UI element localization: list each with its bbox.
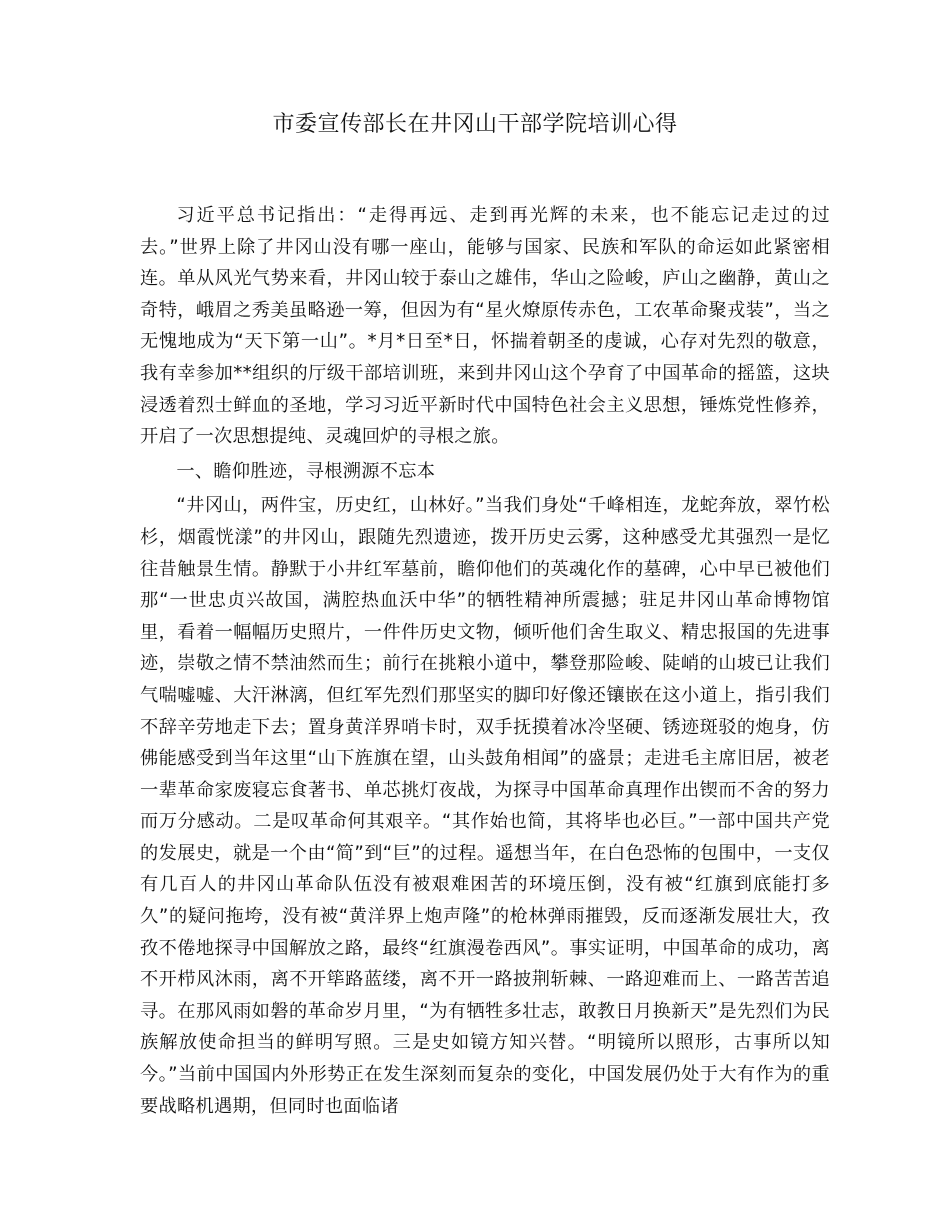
intro-paragraph: 习近平总书记指出：“走得再远、走到再光辉的未来，也不能忘记走过的过去。”世界上除了井冈山没有哪一座山，能够与国家、民族和军队的命运如此紧密相连。单从风光气势来看，井冈山较于泰山之雄伟，华山之险峻，庐山之幽静，黄山之奇特，峨眉之秀美虽略逊一筹，但因为有“星火燎原传赤色，工农革命聚戎装”，当之无愧地成为“天下第一山”。*月*日至*日，怀揣着朝圣的虔诚，心存对先烈的敬意，我有幸参加**组织的厅级干部培训班，来到井冈山这个孕育了中国革命的摇篮，这块浸透着烈士鲜血的圣地，学习习近平新时代中国特色社会主义思想，锤炼党性修养，开启了一次思想提纯、灵魂回炉的寻根之旅。 — [140, 205, 830, 448]
section-heading: 一、瞻仰胜迹，寻根溯源不忘本 — [176, 460, 436, 482]
document-body — [140, 200, 830, 1125]
section-paragraph: “井冈山，两件宝，历史红，山林好。”当我们身处“千峰相连，龙蛇奔放，翠竹松杉，烟霞恍漾”的井冈山，跟随先烈遗迹，拨开历史云雾，这种感受尤其强烈一是忆往昔触景生情。静默于小井红军墓前，瞻仰他们的英魂化作的墓碑，心中早已被他们那“一世忠贞兴故国，满腔热血沃中华”的牺牲精神所震撼；驻足井冈山革命博物馆里，看着一幅幅历史照片，一件件历史文物，倾听他们舍生取义、精忠报国的先进事迹，崇敬之情不禁油然而生；前行在挑粮小道中，攀登那险峻、陡峭的山坡已让我们气喘嘘嘘、大汗淋漓，但红军先烈们那坚实的脚印好像还镶嵌在这小道上，指引我们不辞辛劳地走下去；置身黄洋界哨卡时，双手抚摸着冰冷坚硬、锈迹斑驳的炮身，仿佛能感受到当年这里“山下旌旗在望，山头鼓角相闻”的盛景；走进毛主席旧居，被老一辈革命家废寝忘食著书、单芯挑灯夜战，为探寻中国革命真理作出锲而不舍的努力而万分感动。二是叹革命何其艰辛。“其作始也简，其将毕也必巨。”一部中国共产党的发展史，就是一个由“简”到“巨”的过程。遥想当年，在白色恐怖的包围中，一支仅有几百人的井冈山革命队伍没有被艰难困苦的环境压倒，没有被“红旗到底能打多久”的疑问拖垮，没有被“黄洋界上炮声隆”的枪林弹雨摧毁，反而逐渐发展壮大，孜孜不倦地探寻中国解放之路，最终“红旗漫卷西风”。事实证明，中国革命的成功，离不开栉风沐雨，离不开筚路蓝缕，离不开一路披荆斩棘、一路迎难而上、一路苦苦追寻。在那风雨如磐的革命岁月里，“为有牺牲多壮志，敢教日月换新天”是先烈们为民族解放使命担当的鲜明写照。三是史如镜方知兴替。“明镜所以照形，古事所以知今。”当前中国国内外形势正在发生深刻而复杂的变化，中国发展仍处于大有作为的重要战略机遇期，但同时也面临诸 — [140, 495, 830, 1117]
document-title: 市委宣传部长在井冈山干部学院培训心得 — [272, 112, 678, 137]
